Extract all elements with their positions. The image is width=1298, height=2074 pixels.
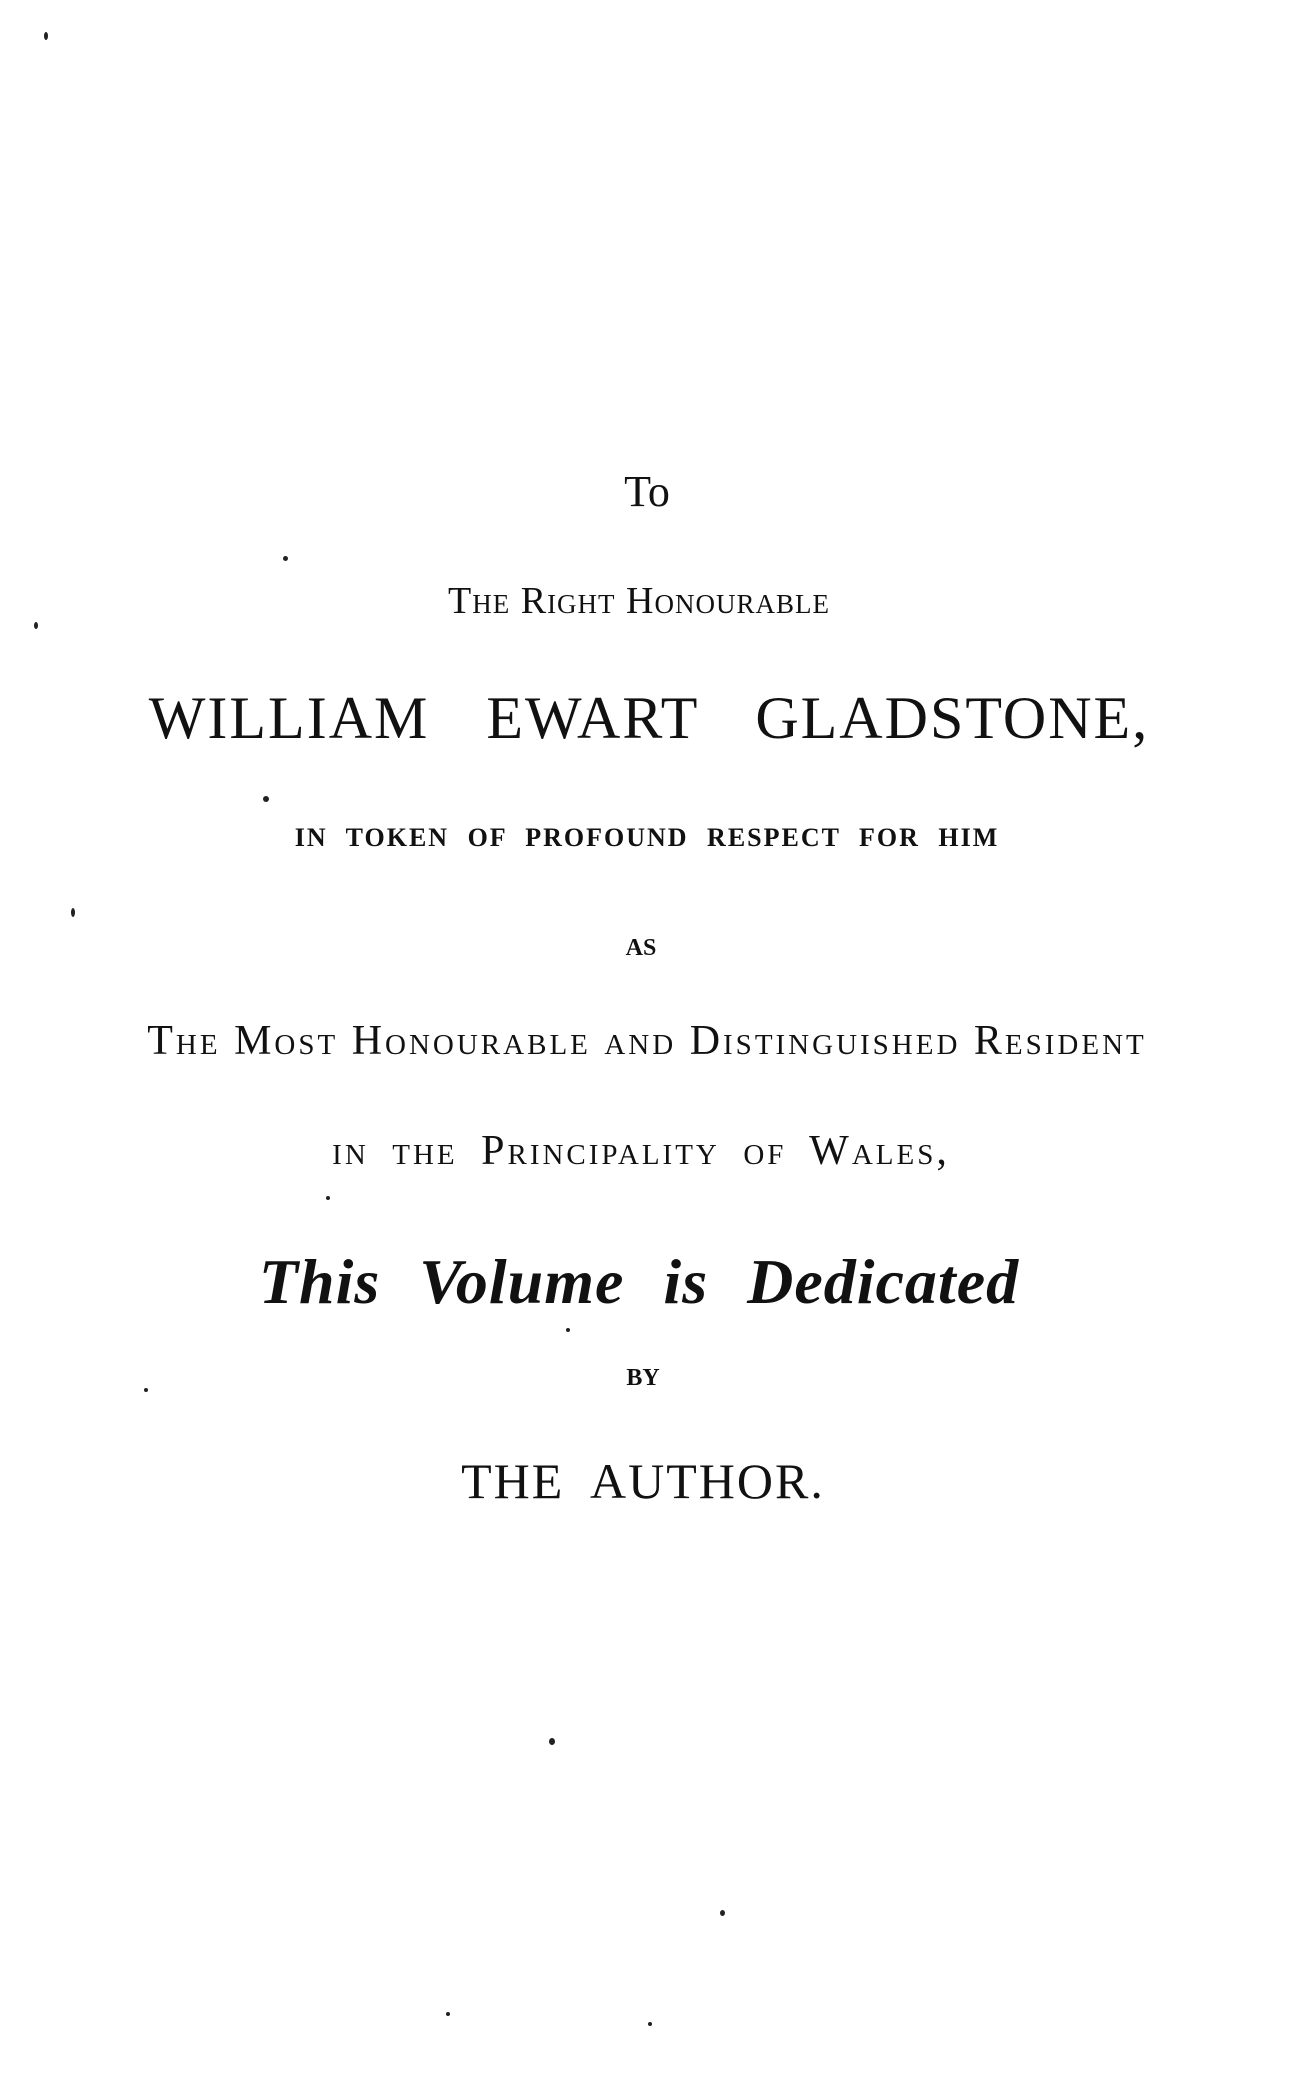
scan-speck <box>44 32 48 40</box>
scan-speck <box>34 622 38 629</box>
by-line: BY <box>626 1365 660 1391</box>
scan-speck <box>71 908 75 917</box>
scan-speck <box>283 556 288 561</box>
scan-speck <box>566 1328 570 1332</box>
scan-speck <box>144 1388 148 1392</box>
scan-speck <box>326 1196 330 1200</box>
dedication-statement: This Volume is Dedicated <box>258 1246 1020 1317</box>
as-line: AS <box>625 935 657 961</box>
dedication-to: To <box>624 467 670 516</box>
description-line: The Most Honourable and Distinguished Resident <box>147 1018 1147 1064</box>
scan-speck <box>446 2012 450 2016</box>
dedicatee-name: WILLIAM EWART GLADSTONE, <box>148 685 1150 751</box>
scan-speck <box>648 2022 652 2026</box>
scan-speck <box>549 1738 555 1745</box>
token-line: IN TOKEN OF PROFOUND RESPECT FOR HIM <box>294 823 1000 852</box>
scan-speck <box>263 796 269 802</box>
honorific-title: The Right Honourable <box>448 580 830 622</box>
location-line: in the Principality of Wales, <box>332 1128 950 1174</box>
scan-speck <box>720 1910 725 1916</box>
author-line: THE AUTHOR. <box>461 1453 825 1509</box>
